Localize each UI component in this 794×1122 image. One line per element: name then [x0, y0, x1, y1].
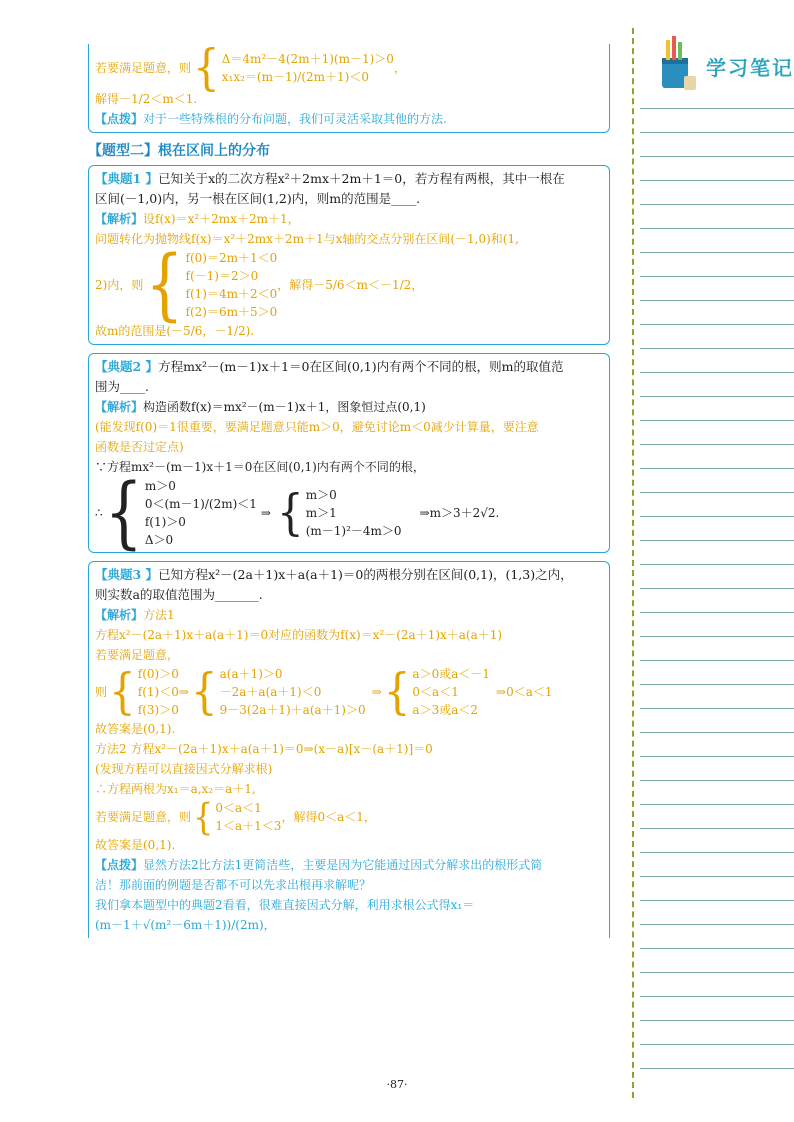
example-3-box	[88, 561, 610, 938]
system-row: Δ＝4m²－4(2m＋1)(m－1)＞0	[221, 52, 394, 66]
analysis-text: ∴方程两根为x₁＝a,x₂＝a＋1,	[95, 782, 256, 796]
example-tag: 【典题2 】	[95, 359, 159, 374]
brace: {	[145, 239, 184, 331]
analysis-tag: 【解析】	[95, 400, 144, 414]
question-text: 区间(－1,0)内，另一根在区间(1,2)内，则m的范围是____.	[95, 191, 421, 206]
system-row: Δ＞0	[144, 533, 174, 547]
method-label: 方法1	[143, 608, 175, 622]
system-row: m＞1	[305, 506, 337, 520]
condition-system-line	[95, 39, 603, 96]
system-row: －2a＋a(a＋1)＜0	[219, 685, 322, 699]
system-row: f(1)＝4m＋2＜0	[185, 287, 278, 301]
result-line: 解得－1/2＜m＜1.	[95, 92, 198, 106]
analysis-text: 方程x²－(2a＋1)x＋a(a＋1)＝0对应的函数为f(x)＝x²－(2a＋1)x＋a(a＋1)	[95, 628, 503, 642]
system-row: 1＜a＋1＜3	[215, 819, 282, 833]
tip-tag: 【点拨】	[95, 112, 144, 126]
brace: {	[190, 663, 218, 720]
analysis-text: 设f(x)＝x²＋2mx＋2m＋1，	[143, 212, 300, 226]
analysis-text: 若要满足题意，	[95, 648, 180, 662]
brace: {	[193, 795, 214, 839]
system-row: 9－3(2a＋1)＋a(a＋1)＞0	[219, 703, 366, 717]
condition-system-line	[95, 795, 603, 839]
system-row: m＞0	[305, 488, 337, 502]
system-row: x₁x₂＝(m－1)/(2m＋1)＜0	[221, 70, 369, 84]
analysis-tag: 【解析】	[95, 608, 144, 622]
answer-line: 故m的范围是(－5/6，－1/2).	[95, 324, 255, 338]
system-row: a＞3或a＜2	[412, 703, 479, 717]
result-text: ⇒0＜a＜1	[496, 685, 553, 699]
text: ⇒	[178, 685, 189, 699]
answer-line: 故答案是(0,1).	[95, 838, 176, 852]
text: ⇒	[260, 506, 271, 520]
text: ，解得－5/6＜m＜－1/2，	[277, 278, 424, 292]
brace: {	[104, 467, 143, 559]
system-row: a＞0或a＜－1	[412, 667, 491, 681]
notes-divider	[632, 28, 634, 1098]
text: ⇒	[371, 685, 382, 699]
analysis-text: 函数是否过定点)	[95, 440, 184, 454]
question-text: 方程mx²－(m－1)x＋1＝0在区间(0,1)内有两个不同的根，则m的取值范	[158, 359, 564, 374]
tip-text: 我们拿本题型中的典题2看看，很难直接因式分解，利用求根公式得x₁＝	[95, 898, 475, 912]
analysis-text: (能发现f(0)＝1很重要，要满足题意只能m＞0，避免讨论m＜0减少计算量，要注意	[95, 420, 539, 434]
system-row: a(a＋1)＞0	[219, 667, 283, 681]
tip-text: (m－1＋√(m²－6m＋1))/(2m)，	[95, 918, 276, 932]
analysis-tag: 【解析】	[95, 212, 144, 226]
analysis-text: 方法2 方程x²－(2a＋1)x＋a(a＋1)＝0⇒(x－a)[x－(a＋1)]＝0	[95, 742, 433, 756]
example-2-box	[88, 353, 610, 559]
system-row: f(－1)＝2＞0	[185, 269, 259, 283]
text: ，解得0＜a＜1，	[281, 810, 376, 824]
system-row: f(0)＝2m＋1＜0	[185, 251, 278, 265]
main-column	[88, 39, 610, 938]
system-row: f(2)＝6m＋5＞0	[185, 305, 278, 319]
result-text: ⇒m＞3＋2√2.	[419, 506, 500, 520]
brace: {	[109, 663, 136, 720]
text: ，	[393, 61, 406, 75]
brace: {	[193, 39, 220, 96]
notes-title: 学习笔记	[706, 56, 794, 80]
system-row: (m－1)²－4m＞0	[305, 524, 402, 538]
continued-solution-box	[88, 39, 610, 133]
example-1-box	[88, 165, 610, 345]
analysis-text: ∵方程mx²－(m－1)x＋1＝0在区间(0,1)内有两个不同的根，	[95, 460, 425, 474]
system-row: 0＜(m－1)/(2m)＜1	[144, 497, 257, 511]
question-text: 则实数a的取值范围为_______.	[95, 587, 263, 602]
analysis-text: (发现方程可以直接因式分解求根)	[95, 762, 273, 776]
question-text: 已知方程x²－(2a＋1)x＋a(a＋1)＝0的两根分别在区间(0,1)，(1,3)之内，	[158, 567, 573, 582]
brace: {	[276, 484, 304, 541]
text: 若要满足题意，则	[95, 61, 192, 75]
text: 2)内，则	[95, 278, 144, 292]
section-heading: 【题型二】根在区间上的分布	[88, 143, 270, 159]
page-number: ·87·	[386, 1078, 408, 1091]
analysis-text: 问题转化为抛物线f(x)＝x²＋2mx＋2m＋1与x轴的交点分别在区间(－1,0)和(1,	[95, 232, 519, 246]
tip-tag: 【点拨】	[95, 858, 144, 872]
example-tag: 【典题3 】	[95, 567, 159, 582]
condition-system-line	[95, 665, 603, 719]
system-row: m＞0	[144, 479, 176, 493]
question-text: 已知关于x的二次方程x²＋2mx＋2m＋1＝0，若方程有两根，其中一根在	[158, 171, 565, 186]
question-text: 围为____.	[95, 379, 149, 394]
example-tag: 【典题1 】	[95, 171, 159, 186]
analysis-text: 构造函数f(x)＝mx²－(m－1)x＋1，图象恒过点(0,1)	[143, 400, 426, 414]
system-row: 0＜a＜1	[215, 801, 262, 815]
text: ∴	[95, 506, 103, 520]
system-row: f(1)＞0	[144, 515, 186, 529]
system-row: 0＜a＜1	[412, 685, 459, 699]
system-row: f(1)＜0	[137, 685, 179, 699]
pencil-cup-icon	[654, 36, 700, 96]
system-row: f(0)＞0	[137, 667, 179, 681]
tip-text: 洁！那前面的例题是否都不可以先求出根再求解呢？	[95, 878, 372, 892]
text: 若要满足题意，则	[95, 810, 192, 824]
text: 则	[95, 685, 108, 699]
answer-line: 故答案是(0,1).	[95, 722, 176, 736]
brace: {	[383, 663, 411, 720]
tip-text: 显然方法2比方法1更简洁些，主要是因为它能通过因式分解求出的根形式简	[143, 858, 543, 872]
tip-text: 对于一些特殊根的分布问题，我们可灵活采取其他的方法.	[143, 112, 447, 126]
system-row: f(3)＞0	[137, 703, 179, 717]
